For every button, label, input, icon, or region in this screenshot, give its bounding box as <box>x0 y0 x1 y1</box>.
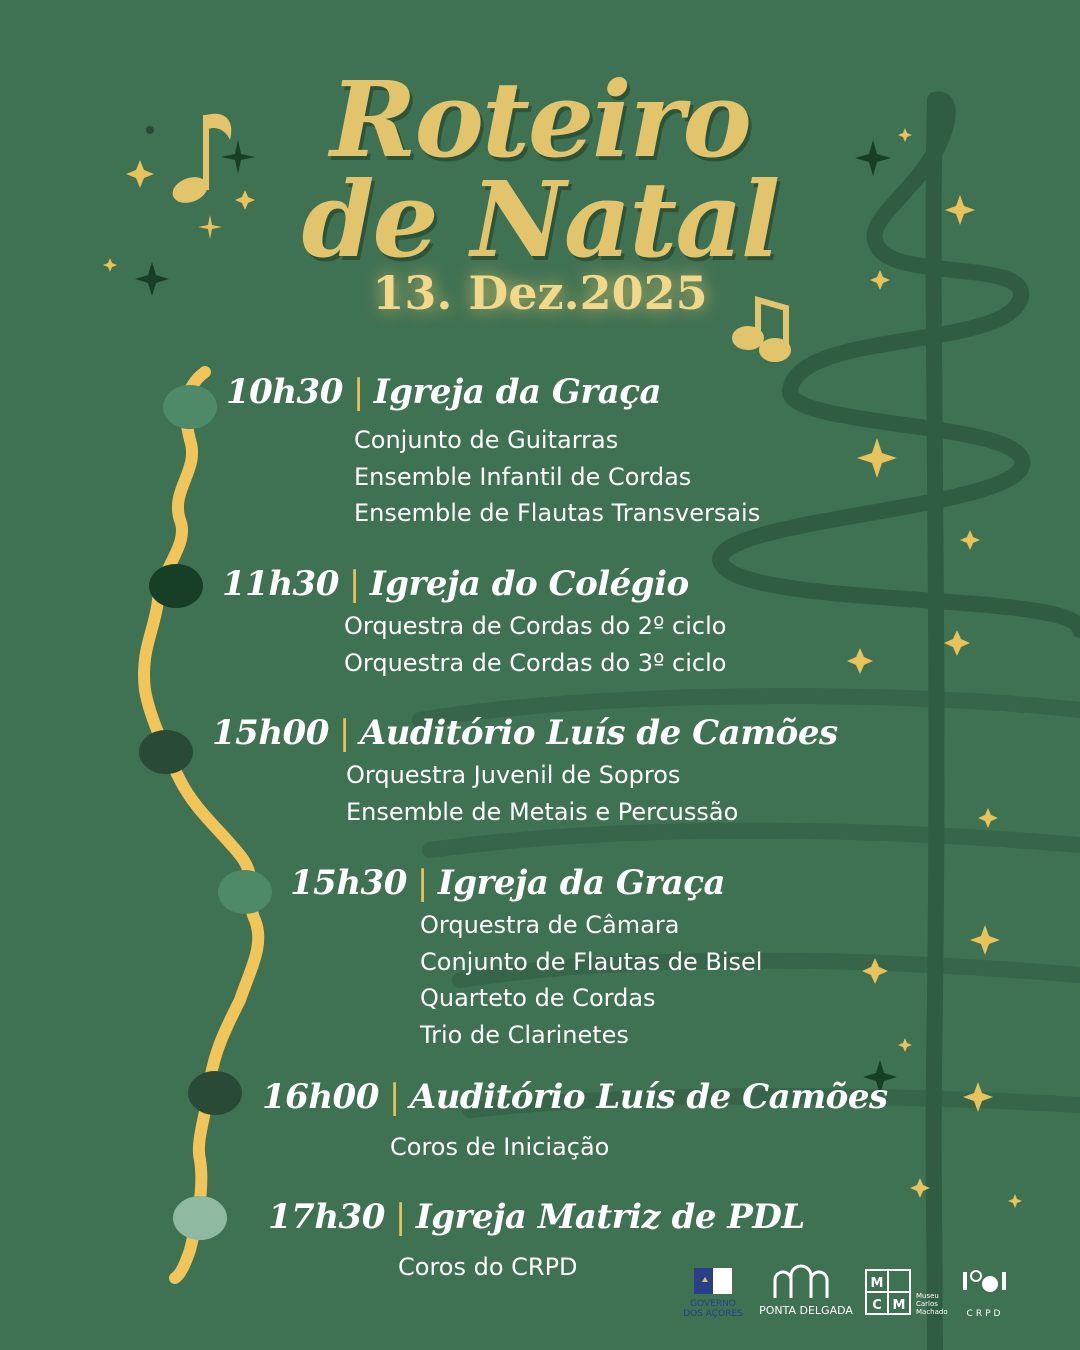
separator: | <box>348 564 360 604</box>
logo-museu-name: Museu <box>916 1292 939 1300</box>
performer: Ensemble de Flautas Transversais <box>354 499 761 527</box>
logo-mcm-letter: M <box>870 1276 884 1291</box>
event-time: 17h30 <box>268 1197 385 1237</box>
performer: Orquestra de Cordas do 2º ciclo <box>344 612 727 640</box>
performer: Trio de Clarinetes <box>420 1020 629 1049</box>
event-date: 13. Dez.2025 <box>372 266 708 320</box>
museu-carlos-machado-logo <box>866 1270 948 1316</box>
sponsor-logos <box>683 1262 1020 1324</box>
performer: Conjunto de Guitarras <box>354 426 619 454</box>
crpd-logo <box>963 1271 1006 1319</box>
performer: Coros do CRPD <box>398 1253 578 1281</box>
event-3 <box>212 713 838 830</box>
logo-museu-name: Carlos <box>916 1300 938 1308</box>
performer: Ensemble Infantil de Cordas <box>354 462 692 491</box>
event-header <box>212 713 838 753</box>
separator: | <box>394 1197 406 1237</box>
event-4 <box>290 863 762 1053</box>
event-header <box>226 372 760 412</box>
separator: | <box>338 713 350 753</box>
performer: Coros de Iniciação <box>390 1133 610 1161</box>
event-2 <box>222 564 726 681</box>
event-time: 11h30 <box>222 564 339 604</box>
event-place: Igreja Matriz de PDL <box>415 1197 805 1237</box>
title-line-1: Roteiro <box>330 58 750 181</box>
performer: Orquestra de Cordas do 3º ciclo <box>344 648 727 677</box>
event-5 <box>262 1077 888 1166</box>
logo-crpd: CRPD <box>966 1309 1004 1319</box>
separator: | <box>352 372 364 412</box>
event-header <box>222 564 726 604</box>
performer: Orquestra de Câmara <box>420 911 680 939</box>
performer: Conjunto de Flautas de Bisel <box>420 947 763 976</box>
separator: | <box>416 863 428 903</box>
performer: Ensemble de Metais e Percussão <box>346 797 739 826</box>
governo-acores-logo <box>683 1268 743 1319</box>
separator: | <box>388 1077 400 1117</box>
event-place: Auditório Luís de Camões <box>359 713 838 753</box>
event-place: Igreja da Graça <box>373 372 662 412</box>
title-line-2: de Natal <box>301 158 779 281</box>
event-header <box>262 1077 888 1117</box>
event-header <box>290 863 762 903</box>
event-time: 10h30 <box>226 372 343 412</box>
event-place: Igreja da Graça <box>437 863 726 903</box>
event-time: 16h00 <box>262 1077 379 1117</box>
event-time: 15h00 <box>212 713 329 753</box>
event-1 <box>226 372 760 532</box>
logo-mcm-letter: C <box>872 1298 882 1313</box>
logo-mcm-letter: M <box>892 1298 906 1313</box>
event-header <box>268 1197 805 1237</box>
performer: Orquestra Juvenil de Sopros <box>346 761 681 789</box>
event-time: 15h30 <box>290 863 407 903</box>
event-place: Auditório Luís de Camões <box>409 1077 888 1117</box>
logo-governo-line2: DOS AÇORES <box>683 1309 743 1319</box>
logo-ponta-delgada: PONTA DELGADA <box>759 1304 853 1317</box>
performer: Quarteto de Cordas <box>420 984 656 1012</box>
logo-governo-line1: GOVERNO <box>690 1299 736 1309</box>
ponta-delgada-logo <box>759 1266 853 1317</box>
event-place: Igreja do Colégio <box>369 564 689 604</box>
logo-museu-name: Machado <box>916 1308 948 1316</box>
